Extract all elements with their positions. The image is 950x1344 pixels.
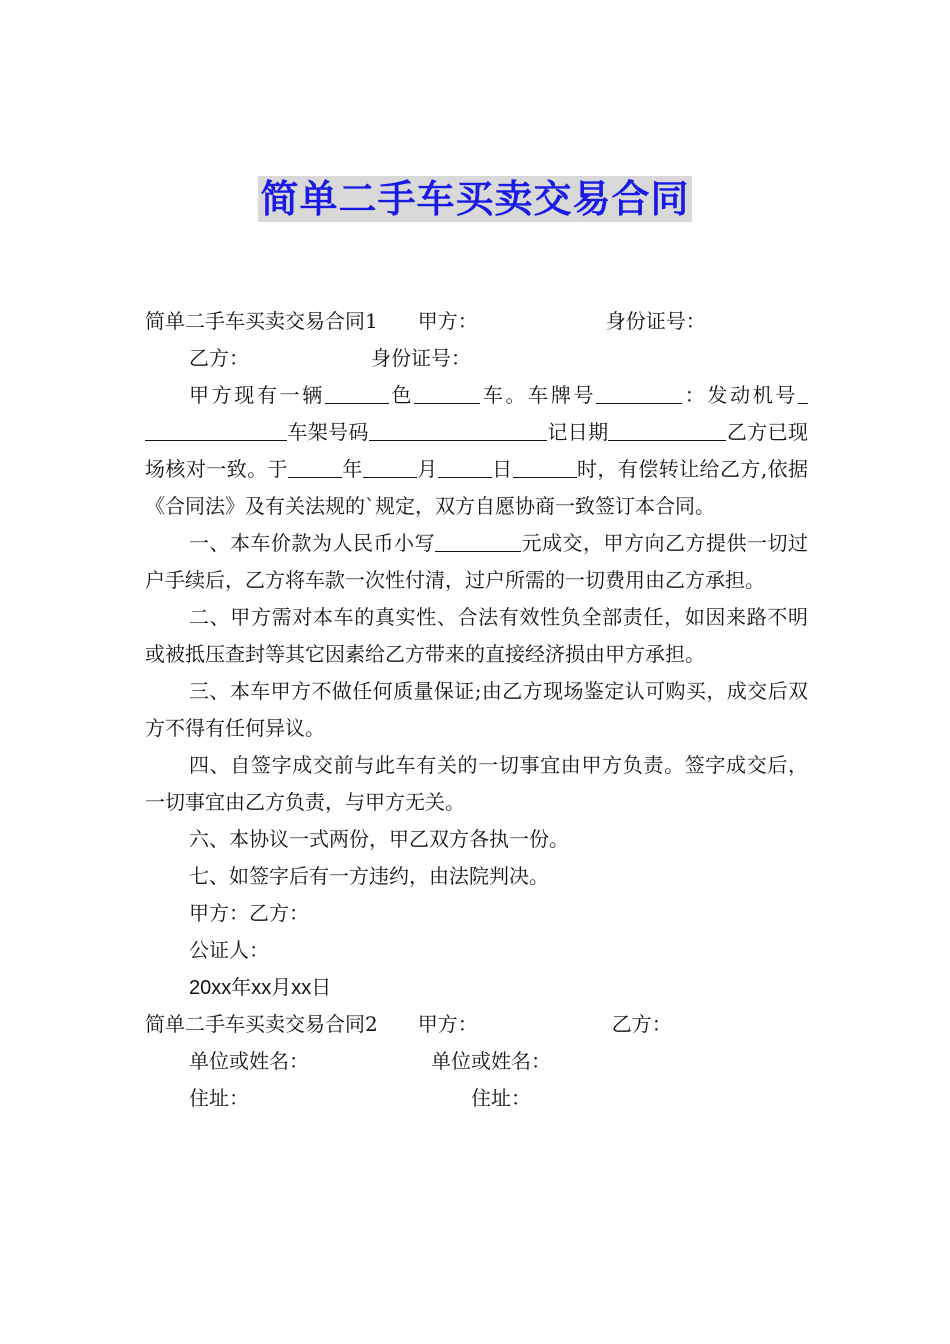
contract2-party-b: 乙方： — [611, 1012, 672, 1036]
p1-text-i: 年 — [341, 457, 363, 481]
p1-text-l: 时，有偿转让 — [576, 457, 700, 481]
document-body — [145, 303, 808, 1117]
contract1-id-b: 身份证号： — [371, 346, 471, 370]
day-blank — [438, 457, 492, 478]
p1-text-m: 给乙方,依据《合同法》及有关法规的`规定，双方自愿协商一致签订本合同。 — [145, 457, 809, 518]
clause1-text-b: 元成交，甲方向乙方提供一切过户手续后，乙方将车款一次性付清，过户所需的一切费用由乙方承担。 — [145, 531, 808, 592]
contract2-heading-line — [145, 1006, 808, 1043]
contract1-heading: 简单二手车买卖交易合同1 — [145, 309, 378, 333]
contract1-paragraph-1 — [145, 377, 808, 525]
contract1-notary: 公证人： — [189, 938, 269, 962]
plate-blank — [596, 383, 682, 404]
contract1-clause-4: 四、自签字成交前与此车有关的一切事宜由甲方负责。签字成交后，一切事宜由乙方负责，与甲方无关。 — [145, 753, 808, 814]
contract1-id-a: 身份证号： — [605, 309, 706, 333]
contract1-heading-line — [145, 303, 808, 340]
date-day-number: xx — [291, 977, 312, 999]
date-month-number: xx — [251, 977, 272, 999]
contract2-address-b: 住址： — [471, 1086, 531, 1110]
engine-blank-2 — [145, 420, 287, 441]
contract2-heading: 简单二手车买卖交易合同2 — [145, 1012, 378, 1036]
contract1-clause-2: 二、甲方需对本车的真实性、合法有效性负全部责任，如因来路不明或被抵压查封等其它因素给乙方带来的直接经济损由甲方承担。 — [145, 605, 808, 666]
p1-text-c: 车。车牌号 — [480, 383, 597, 407]
price-blank — [435, 531, 521, 552]
p1-text-f: 记日期 — [546, 420, 609, 444]
contract2-unit-b: 单位或姓名： — [431, 1049, 551, 1073]
engine-blank-1 — [798, 383, 808, 404]
p1-text-e: 车架号码 — [287, 420, 369, 444]
p1-text-d: ：发动机号 — [682, 383, 799, 407]
document-title: 简单二手车买卖交易合同 — [260, 177, 690, 221]
date-day-unit: 日 — [311, 975, 332, 999]
month-blank — [363, 457, 417, 478]
contract1-clause-6: 六、本协议一式两份，甲乙双方各执一份。 — [189, 827, 569, 851]
p1-text-k: 日 — [491, 457, 513, 481]
contract1-party-a: 甲方： — [417, 309, 478, 333]
color-blank — [325, 383, 389, 404]
contract2-address-a: 住址： — [189, 1086, 249, 1110]
p1-text-a: 甲方现有一辆 — [189, 383, 325, 407]
hour-blank — [513, 457, 577, 478]
contract1-party-b-line — [145, 340, 808, 377]
title-wrap — [0, 176, 950, 222]
p1-text-b: 色 — [388, 383, 415, 407]
p1-text-g: 乙方 — [726, 420, 768, 444]
contract1-clause-1 — [145, 525, 808, 599]
contract1-clause-7: 七、如签字后有一方违约，由法院判决。 — [189, 864, 549, 888]
date-year-unit: 年 — [231, 975, 252, 999]
car-blank — [414, 383, 480, 404]
date-year-number: 20xx — [189, 977, 232, 999]
clause1-text-a: 一、本车价款为人民币小写 — [189, 531, 435, 555]
date-month-unit: 月 — [271, 975, 292, 999]
contract1-sign-parties: 甲方：乙方： — [189, 901, 309, 925]
year-blank — [288, 457, 342, 478]
vin-blank — [369, 420, 547, 441]
contract2-unit-line — [145, 1043, 808, 1080]
p1-text-h: 已现场核对一致。于 — [145, 420, 809, 481]
contract1-party-b: 乙方： — [189, 346, 249, 370]
p1-text-j: 月 — [416, 457, 438, 481]
contract2-party-a: 甲方： — [417, 1012, 478, 1036]
contract2-address-line — [145, 1080, 808, 1117]
date-blank — [608, 420, 726, 441]
contract1-date-line — [145, 969, 808, 1006]
contract2-unit-a: 单位或姓名： — [189, 1049, 309, 1073]
contract1-clause-3: 三、本车甲方不做任何质量保证;由乙方现场鉴定认可购买，成交后双方不得有任何异议。 — [145, 679, 808, 740]
